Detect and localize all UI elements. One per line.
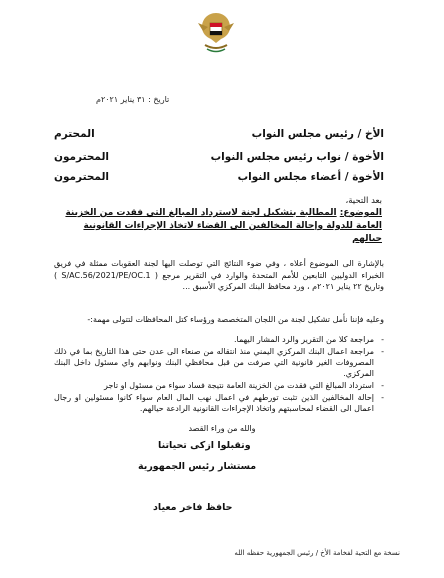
addressee-honorific: المحترمون: [54, 171, 110, 183]
letter-date: تاريخ : ٣١ يناير ٢٠٢١م: [96, 95, 170, 104]
subject-text: المطالبة بتشكيل لجنة لاسترداد المبالغ التي فقدت من الخزينة العامة للدولة وإحالة المخالفين الى القضاء لاتخاذ الإجراءات القانونية حيالهم: [65, 208, 382, 244]
subject-label: الموضوع:: [339, 208, 382, 218]
addressee-row: [54, 168, 384, 186]
addressee-row: [54, 125, 384, 143]
addressee-name: الأخوة / أعضاء مجلس النواب: [237, 171, 384, 183]
signature-title: مستشار رئيس الجمهورية: [138, 461, 257, 472]
copy-note: نسخة مع التحية لفخامة الأخ / رئيس الجمهورية حفظه الله: [234, 549, 400, 557]
addressee-row: [54, 148, 384, 166]
request-paragraph: وعليه فإننا نأمل تشكيل لجنة من اللجان المتخصصة ورؤساء كتل المحافظات لتتولى مهمة:-: [87, 315, 384, 324]
signature-thanks: وتقبلوا ازكى تحياتنا: [158, 440, 251, 451]
intro-paragraph: بالإشارة الى الموضوع أعلاه ، وفي ضوء النتائج التي توصلت اليها لجنة العقوبات ممثلة في فريق الخبراء الدوليين التابعين للأمم المتحدة والوارد في التقرير مرجع ( S/AC.56/2021/PE/OC.1 ) وتاريخ ٢٢ يناير ٢٠٢١م ، ورد محافظ البنك المركزي الأسبق ...: [54, 259, 384, 291]
tasks-list: [54, 334, 384, 415]
addressee-name: الأخ / رئيس مجلس النواب: [251, 128, 384, 140]
addressee-honorific: المحترمون: [54, 151, 110, 163]
yemen-emblem-icon: [193, 9, 239, 55]
list-item: - استرداد المبالغ التي فقدت من الخزينة العامة نتيجة فساد سواء من مسئول او تاجر: [54, 380, 374, 391]
addressee-name: الأخوة / نواب رئيس مجلس النواب: [210, 151, 384, 163]
addressee-honorific: المحترم: [54, 128, 95, 140]
subject-line: [62, 207, 382, 246]
list-item: - إحالة المخالفين الذين تثبت تورطهم في اعمال نهب المال العام سواء كانوا مسئولين او رجال اعمال الى القضاء لمحاسبتهم واتخاذ الإجراءات القانونية الرادعة حيالهم.: [54, 392, 374, 414]
greeting: بعد التحية،: [345, 196, 382, 206]
list-item: - مراجعة كلا من التقرير والرد المشار اليهما.: [54, 334, 374, 345]
closing-line: والله من وراء القصد: [188, 424, 256, 433]
list-item: - مراجعة اعمال البنك المركزي اليمني منذ انتقاله من صنعاء الى عدن حتى هذا التاريخ بما في ذلك المصروفات الغير قانونية التي صرفت من قبل محافظي البنك ونوابهم واي مسئول داخل البنك المركزي.: [54, 346, 374, 379]
signature-name: حافظ فاخر معياد: [153, 502, 233, 513]
